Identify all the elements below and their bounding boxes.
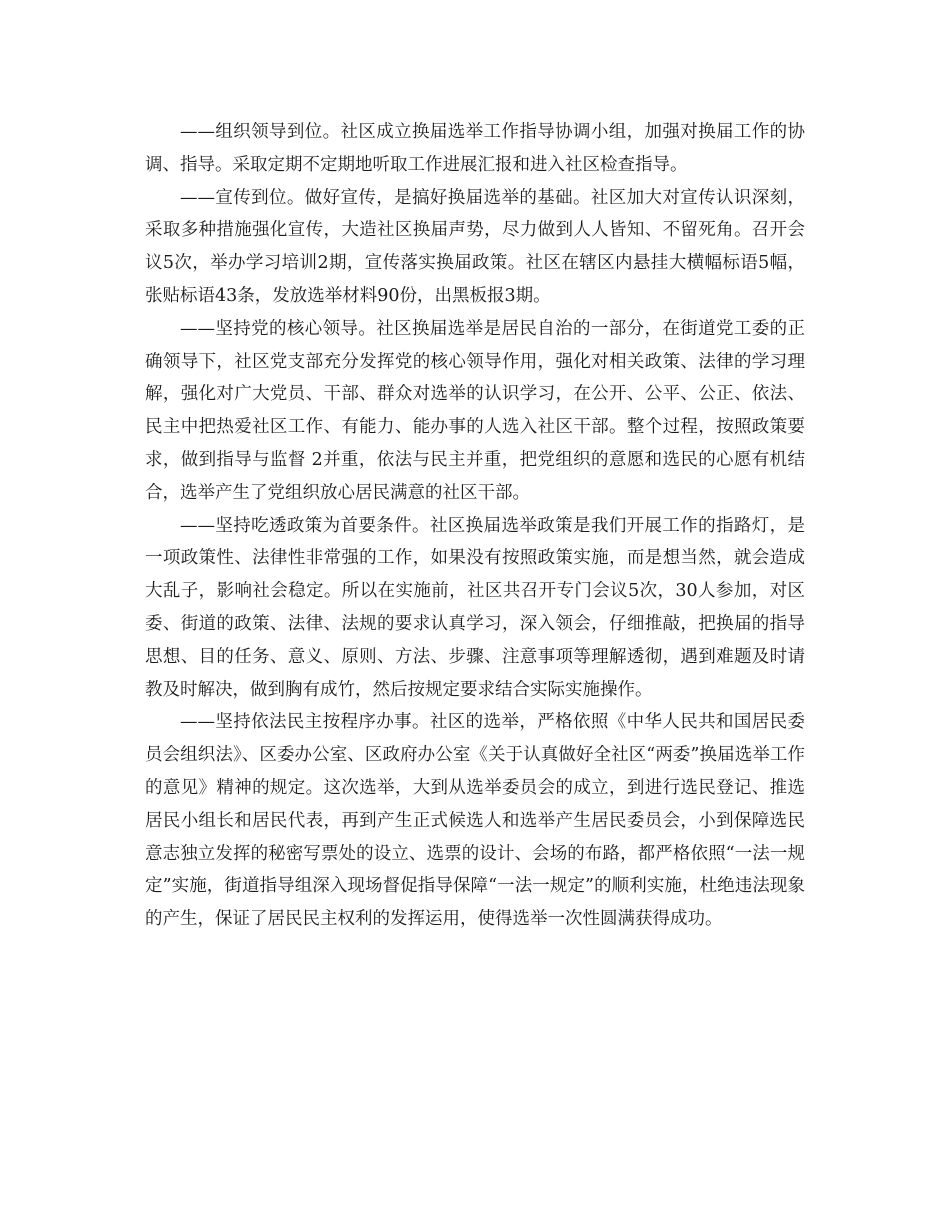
document-body: [145, 116, 805, 936]
paragraph-policy: ——坚持吃透政策为首要条件。社区换届选举政策是我们开展工作的指路灯，是一项政策性、法律性非常强的工作，如果没有按照政策实施，而是想当然，就会造成大乱子，影响社会稳定。所以在实施前，社区共召开专门会议5次，30人参加，对区委、街道的政策、法律、法规的要求认真学习，深入领会，仔细推敲，把换届的指导思想、目的任务、意义、原则、方法、步骤、注意事项等理解透彻，遇到难题及时请教及时解决，做到胸有成竹，然后按规定要求结合实际实施操作。: [145, 515, 805, 700]
paragraph-legal-procedure: ——坚持依法民主按程序办事。社区的选举，严格依照《中华人民共和国居民委员会组织法》、区委办公室、区政府办公室《关于认真做好全社区“两委”换届选举工作的意见》精神的规定。这次选举，大到从选举委员会的成立，到进行选民登记、推选居民小组长和居民代表，再到产生正式候选人和选举产生居民委员会，小到保障选民意志独立发挥的秘密写票处的设立、选票的设计、会场的布路，都严格依照“一法一规定”实施，街道指导组深入现场督促指导保障“一法一规定”的顺利实施，杜绝违法现象的产生，保证了居民民主权利的发挥运用，使得选举一次性圆满获得成功。: [145, 712, 805, 930]
paragraph-publicity: ——宣传到位。做好宣传，是搞好换届选举的基础。社区加大对宣传认识深刻，采取多种措施强化宣传，大造社区换届声势，尽力做到人人皆知、不留死角。召开会议5次，举办学习培训2期，宣传落实换届政策。社区在辖区内悬挂大横幅标语5幅，张贴标语43条，发放选举材料90份，出黑板报3期。: [145, 187, 805, 306]
paragraph-organization: ——组织领导到位。社区成立换届选举工作指导协调小组，加强对换届工作的协调、指导。采取定期不定期地听取工作进展汇报和进入社区检查指导。: [145, 122, 805, 175]
paragraph-party-leadership: ——坚持党的核心领导。社区换届选举是居民自治的一部分，在街道党工委的正确领导下，社区党支部充分发挥党的核心领导作用，强化对相关政策、法律的学习理解，强化对广大党员、干部、群众对选举的认识学习，在公开、公平、公正、依法、民主中把热爱社区工作、有能力、能办事的人选入社区干部。整个过程，按照政策要求，做到指导与监督 2并重，依法与民主并重，把党组织的意愿和选民的心愿有机结合，选举产生了党组织放心居民满意的社区干部。: [145, 318, 805, 503]
